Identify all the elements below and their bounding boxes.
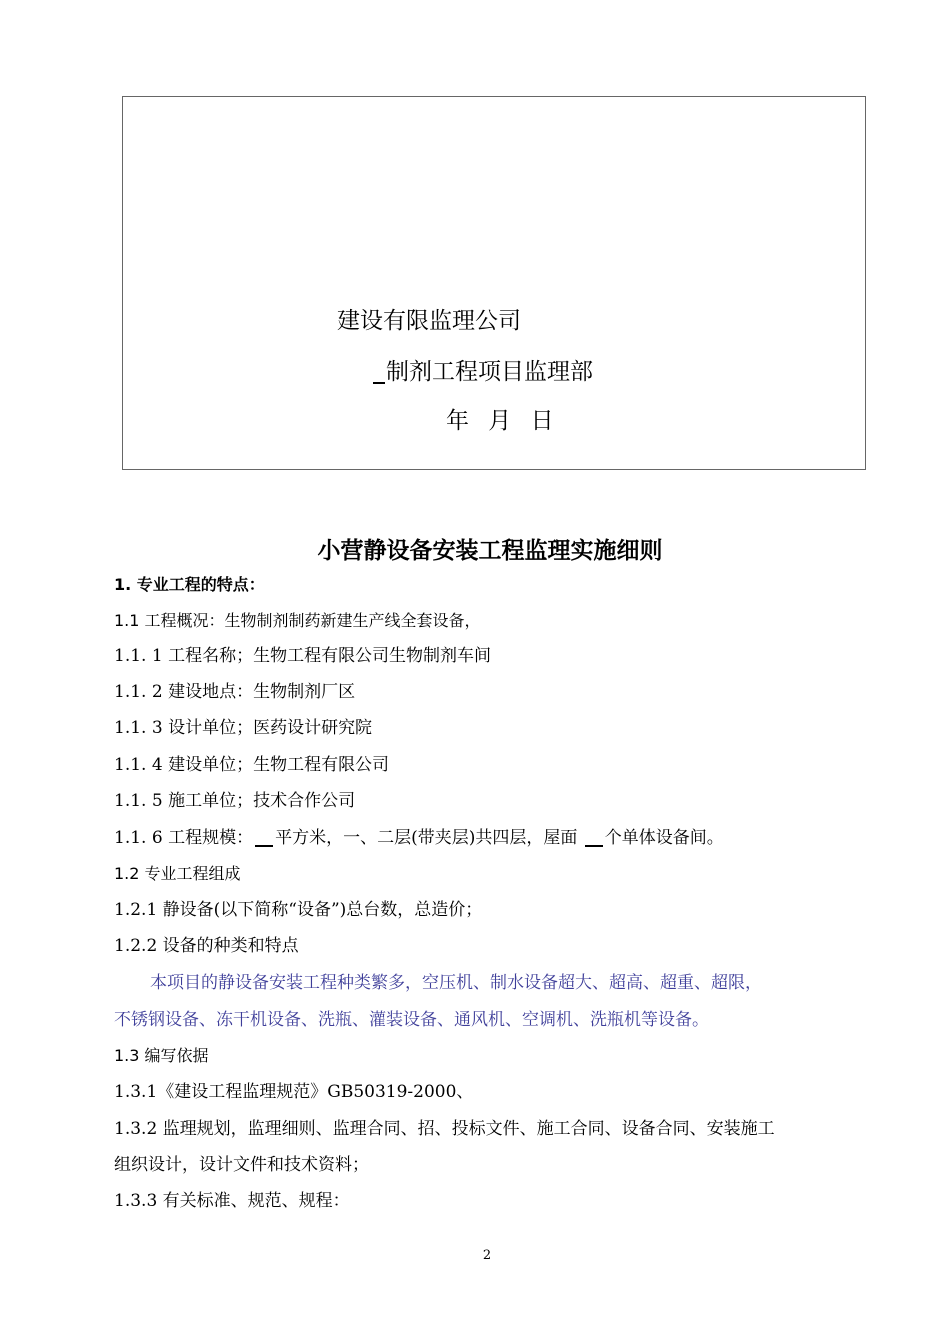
item-1-1-5: 1.1. 5 施工单位；技术合作公司	[114, 791, 356, 811]
section-heading-1-1: 1.1 工程概况：生物制剂制药新建生产线全套设备，	[114, 611, 481, 630]
section-heading-1-2: 1.2 专业工程组成	[114, 864, 241, 883]
item-1-2-2: 1.2.2 设备的种类和特点	[114, 936, 299, 956]
item-1-1-4: 1.1. 4 建设单位；生物工程有限公司	[114, 755, 390, 775]
item-1-1-2: 1.1. 2 建设地点：生物制剂厂区	[114, 682, 356, 702]
item-1-3-3: 1.3.3 有关标准、规范、规程：	[114, 1191, 350, 1211]
company-name: 建设有限监理公司	[337, 308, 521, 334]
item-1-3-1: 1.3.1《建设工程监理规范》GB50319-2000、	[114, 1082, 474, 1102]
paragraph-line-2: 不锈钢设备、冻干机设备、洗瓶、灌装设备、通风机、空调机、洗瓶机等设备。	[114, 1010, 709, 1030]
blank-underline	[255, 829, 273, 847]
section-heading-1: 1. 专业工程的特点：	[114, 575, 265, 594]
signature-box	[122, 96, 866, 470]
paragraph-line-1: 本项目的静设备安装工程种类繁多，空压机、制水设备超大、超高、超重、超限，	[150, 973, 762, 993]
item-1-3-2-line-2: 组织设计，设计文件和技术资料；	[114, 1155, 369, 1175]
item-1-3-2-line-1: 1.3.2 监理规划，监理细则、监理合同、招、投标文件、施工合同、设备合同、安装施工	[114, 1119, 775, 1139]
department-name: 制剂工程项目监理部	[373, 361, 593, 384]
item-1-1-1: 1.1. 1 工程名称；生物工程有限公司生物制剂车间	[114, 646, 492, 666]
document-title: 小营静设备安装工程监理实施细则	[317, 538, 663, 564]
blank-underline	[373, 362, 385, 384]
date-line: 年 月 日	[446, 408, 560, 434]
item-1-1-6: 1.1. 6 工程规模： 平方米，一、二层(带夹层)共四层，屋面 个单体设备间。	[114, 828, 724, 848]
blank-underline	[585, 829, 603, 847]
item-1-2-1: 1.2.1 静设备(以下简称“设备”)总台数，总造价；	[114, 900, 483, 920]
page-number: 2	[482, 1248, 492, 1263]
section-heading-1-3: 1.3 编写依据	[114, 1046, 209, 1065]
item-1-1-3: 1.1. 3 设计单位；医药设计研究院	[114, 718, 373, 738]
